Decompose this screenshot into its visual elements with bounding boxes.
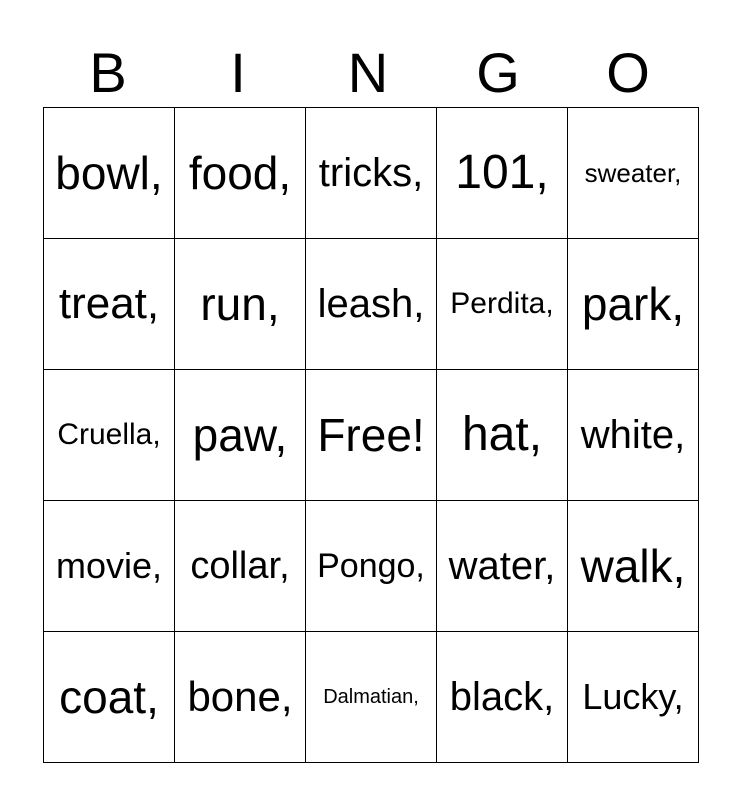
bingo-cell[interactable]: black, xyxy=(437,632,568,763)
header-letter-n: N xyxy=(347,41,389,104)
bingo-cell[interactable]: Dalmatian, xyxy=(306,632,437,763)
bingo-header xyxy=(43,40,693,106)
free-space-cell[interactable]: Free! xyxy=(306,370,437,501)
header-letter-i: I xyxy=(230,41,246,104)
bingo-board xyxy=(43,107,699,763)
bingo-cell[interactable]: walk, xyxy=(568,501,699,632)
bingo-cell[interactable]: Perdita, xyxy=(437,239,568,370)
board-row xyxy=(44,632,699,763)
bingo-cell[interactable]: sweater, xyxy=(568,108,699,239)
bingo-cell[interactable]: treat, xyxy=(44,239,175,370)
bingo-cell[interactable]: movie, xyxy=(44,501,175,632)
bingo-cell[interactable]: Lucky, xyxy=(568,632,699,763)
board-row xyxy=(44,239,699,370)
bingo-cell[interactable]: bowl, xyxy=(44,108,175,239)
bingo-cell[interactable]: food, xyxy=(175,108,306,239)
bingo-cell[interactable]: bone, xyxy=(175,632,306,763)
bingo-cell[interactable]: coat, xyxy=(44,632,175,763)
bingo-cell[interactable]: Cruella, xyxy=(44,370,175,501)
bingo-cell[interactable]: hat, xyxy=(437,370,568,501)
board-row xyxy=(44,108,699,239)
board-row xyxy=(44,501,699,632)
bingo-cell[interactable]: paw, xyxy=(175,370,306,501)
bingo-cell[interactable]: white, xyxy=(568,370,699,501)
header-letter-b: B xyxy=(89,41,127,104)
bingo-cell[interactable]: tricks, xyxy=(306,108,437,239)
bingo-cell[interactable]: leash, xyxy=(306,239,437,370)
header-letter-o: O xyxy=(606,41,650,104)
bingo-cell[interactable]: 101, xyxy=(437,108,568,239)
bingo-cell[interactable]: run, xyxy=(175,239,306,370)
bingo-cell[interactable]: Pongo, xyxy=(306,501,437,632)
bingo-cell[interactable]: collar, xyxy=(175,501,306,632)
bingo-cell[interactable]: park, xyxy=(568,239,699,370)
board-row xyxy=(44,370,699,501)
header-letter-g: G xyxy=(476,41,520,104)
bingo-cell[interactable]: water, xyxy=(437,501,568,632)
